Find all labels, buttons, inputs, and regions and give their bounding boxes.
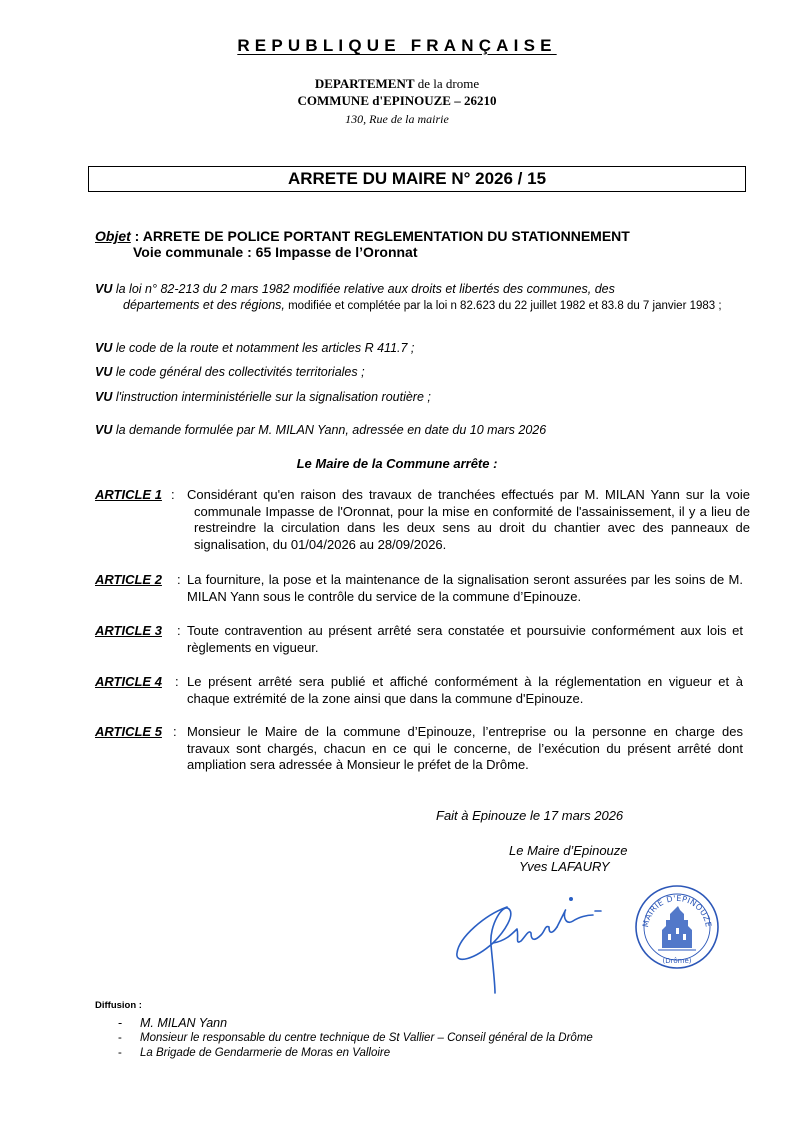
article-colon: : <box>177 623 181 638</box>
visa-1-continuation <box>95 297 750 314</box>
objet-separator: : <box>130 228 143 244</box>
diffusion-item-text: M. MILAN Yann <box>140 1016 228 1030</box>
visa-text: la demande formulée par M. MILAN Yann, adressée en date du 10 mars 2026 <box>112 423 547 437</box>
diffusion-label: Diffusion : <box>95 1000 142 1011</box>
visa-4 <box>95 389 750 405</box>
article-label: ARTICLE 5 <box>95 724 162 739</box>
visa-1 <box>95 281 750 314</box>
department-name: de la drome <box>414 76 480 91</box>
address-line: 130, Rue de la mairie <box>345 112 449 126</box>
visa-5 <box>95 422 750 438</box>
visa-text: l'instruction interministérielle sur la signalisation routière ; <box>112 390 431 404</box>
visa-text: le code général des collectivités territoriales ; <box>112 365 365 379</box>
visa-key: VU <box>95 423 113 437</box>
objet-line2: Voie communale : 65 Impasse de l’Oronnat <box>133 244 418 260</box>
stamp-emblem-icon <box>658 906 696 950</box>
article-label: ARTICLE 2 <box>95 572 162 587</box>
stamp-top-text: MAIRIE D'EPINOUZE <box>641 893 713 929</box>
diffusion-item-text: La Brigade de Gendarmerie de Moras en Valloire <box>140 1047 391 1059</box>
article-text: Toute contravention au présent arrêté sera constatée et poursuivie conformément aux lois et règlements en vigueur. <box>187 623 743 655</box>
mairie-stamp <box>634 884 720 970</box>
article-label: ARTICLE 3 <box>95 623 162 638</box>
bullet-dash: - <box>118 1032 122 1044</box>
objet-label: Objet <box>95 228 131 244</box>
visa-key: VU <box>95 282 113 296</box>
visa-2 <box>95 340 750 356</box>
objet-line1: ARRETE DE POLICE PORTANT REGLEMENTATION DU STATIONNEMENT <box>142 228 630 244</box>
article-text: La fourniture, la pose et la maintenance de la signalisation seront assurées par les soins de M. MILAN Yann sous le contrôle du service de la commune d’Epinouze. <box>187 572 743 604</box>
republic-heading <box>0 36 794 56</box>
stamp-bottom-text: (Drôme) <box>662 957 692 965</box>
article-text: Monsieur le Maire de la commune d’Epinouze, l’entreprise ou la personne en charge des travaux sont chargés, chacun en ce qui le concerne, de l’exécution du présent arrêté dont ampliation sera adressée à Monsieur le préfet de la Drôme. <box>187 724 743 772</box>
article-label: ARTICLE 4 <box>95 674 162 689</box>
department-line <box>0 76 794 92</box>
bullet-dash: - <box>118 1047 122 1059</box>
visa-text-plain: modifiée et complétée par la loi n 82.623 du 22 juillet 1982 et 83.8 du 7 janvier 1983 ; <box>284 300 722 312</box>
visa-3 <box>95 364 750 380</box>
visa-key: VU <box>95 341 113 355</box>
article-text: Le présent arrêté sera publié et affiché conformément à la réglementation en vigueur et à chaque extrémité de la zone ainsi que dans la commune d'Epinouze. <box>187 674 743 706</box>
article-label: ARTICLE 1 <box>95 487 162 502</box>
article-colon: : <box>173 724 177 739</box>
arrete-title: ARRETE DU MAIRE N° 2026 / 15 <box>88 166 746 192</box>
visa-text: la loi n° 82-213 du 2 mars 1982 modifiée relative aux droits et libertés des communes, des <box>112 282 615 296</box>
fait-a-line: Fait à Epinouze le 17 mars 2026 <box>436 808 624 823</box>
article-colon: : <box>171 487 175 502</box>
signatory-title: Le Maire d’Epinouze <box>509 843 628 858</box>
handwritten-signature <box>445 885 605 997</box>
bullet-dash: - <box>118 1016 123 1030</box>
article-colon: : <box>177 572 181 587</box>
commune-line: COMMUNE d'EPINOUZE – 26210 <box>297 93 497 108</box>
diffusion-item-text: Monsieur le responsable du centre technique de St Vallier – Conseil général de la Drôme <box>140 1032 593 1044</box>
signatory-name: Yves LAFAURY <box>519 859 610 874</box>
visa-text-2: départements et des régions, <box>123 298 285 312</box>
republic-text: REPUBLIQUE FRANÇAISE <box>237 36 557 55</box>
visa-key: VU <box>95 390 113 404</box>
article-text: Considérant qu'en raison des travaux de tranchées effectués par M. MILAN Yann sur la voie communale Impasse de l'Oronnat, pour la mise en conformité de l'assainissement, il y a lieu de restreindre la circulation dans les deux sens au droit du chantier avec des panneaux de signalisation, du 01/04/2026 au 28/09/2026. <box>187 487 750 552</box>
department-label: DEPARTEMENT <box>314 76 415 91</box>
maire-arrete-heading: Le Maire de la Commune arrête : <box>296 456 498 471</box>
objet-block <box>95 228 735 260</box>
visa-text: le code de la route et notamment les articles R 411.7 ; <box>112 341 415 355</box>
visa-key: VU <box>95 365 113 379</box>
article-colon: : <box>175 674 179 689</box>
